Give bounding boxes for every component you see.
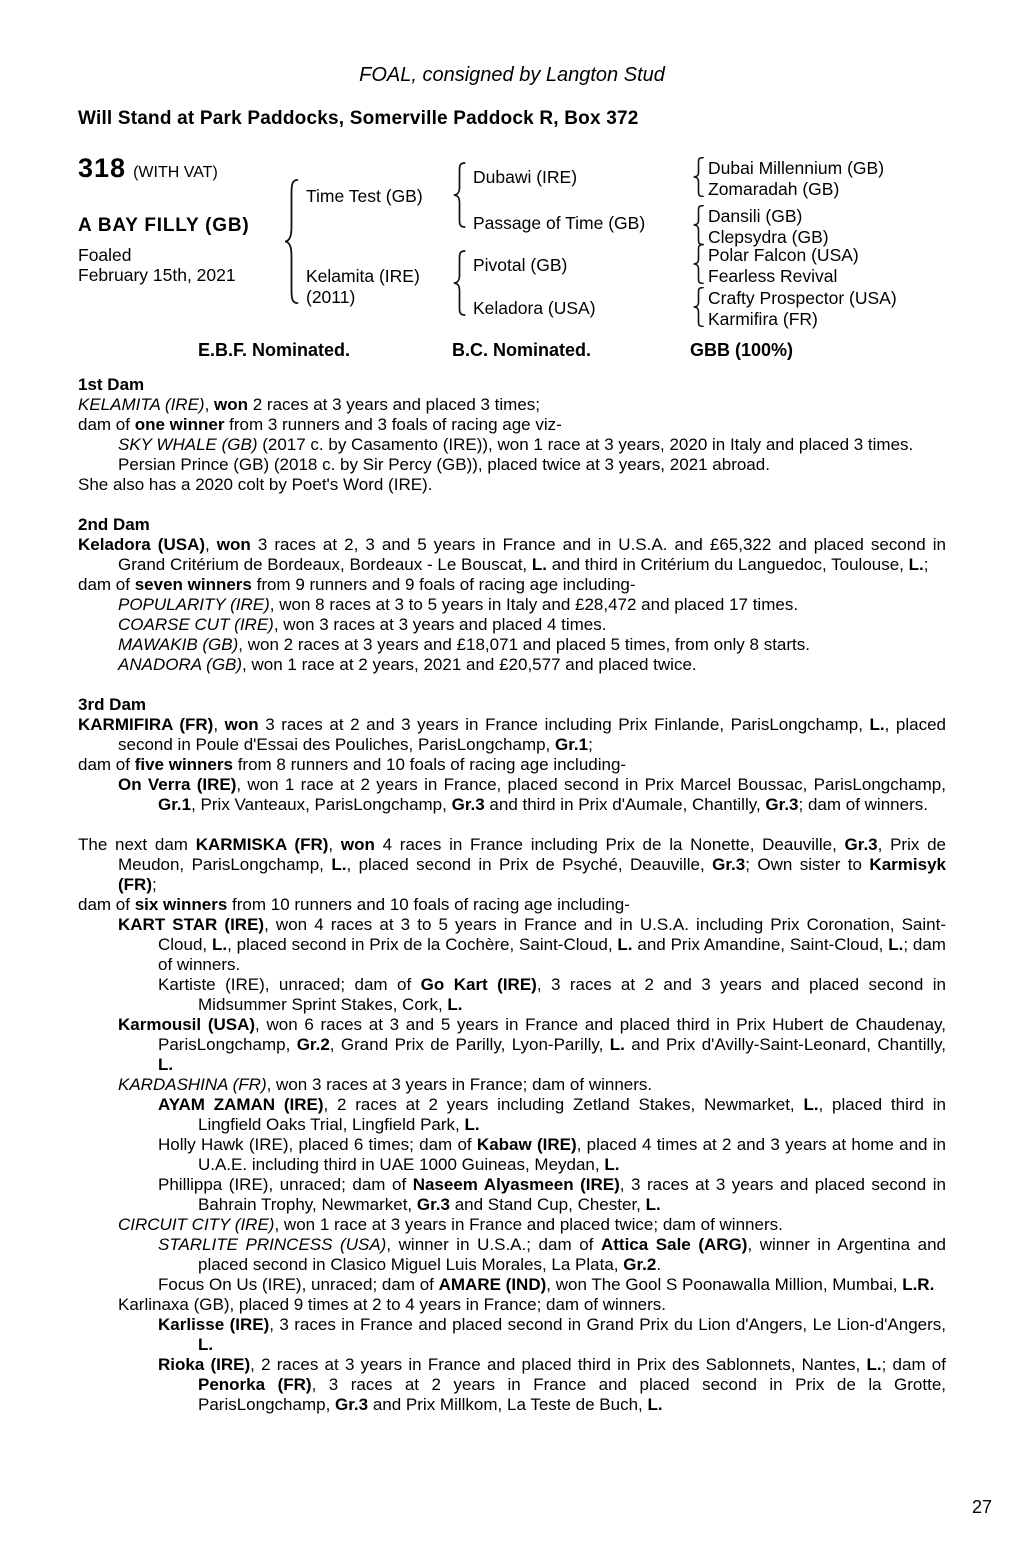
text-run: Holly Hawk (IRE), placed 6 times; dam of bbox=[158, 1135, 477, 1154]
text-run: , Prix de Meudon, ParisLongchamp, bbox=[118, 835, 947, 874]
text-run: L. bbox=[198, 1335, 214, 1354]
text-run: KELAMITA (IRE) bbox=[78, 395, 205, 414]
pedigree-paragraph bbox=[78, 755, 946, 775]
pedigree-paragraph bbox=[78, 595, 946, 615]
text-run: Gr.1 bbox=[555, 735, 589, 754]
text-run: dam of bbox=[78, 415, 135, 434]
text-run: , placed second in Prix de la Cochère, Saint-Cloud, bbox=[227, 935, 618, 954]
text-run: 3 races at 2, 3 and 5 years in France and in U.S.A. and £65,322 and placed second in Grand Critérium de Bordeaux, Bordeaux - Le Bouscat, bbox=[118, 535, 946, 574]
ggparent-name: Dubai Millennium (GB) bbox=[708, 158, 885, 178]
text-run: Gr.2 bbox=[296, 1035, 330, 1054]
text-run: L. bbox=[908, 555, 924, 574]
text-run: Karlinaxa (GB), placed 9 times at 2 to 4 years in France; dam of winners. bbox=[118, 1295, 667, 1314]
dam-section bbox=[78, 515, 946, 675]
text-run: , bbox=[328, 835, 341, 854]
text-run: five winners bbox=[134, 755, 233, 774]
text-run: won bbox=[340, 835, 375, 854]
text-run: , won 2 races at 3 years and £18,071 and placed 5 times, from only 8 starts. bbox=[238, 635, 810, 654]
text-run: L. bbox=[331, 855, 347, 874]
text-run: won bbox=[224, 715, 259, 734]
gen3-brace-icon bbox=[692, 205, 705, 245]
text-run: Karlisse (IRE) bbox=[158, 1315, 270, 1334]
text-run: and third in Critérium du Languedoc, Toulouse, bbox=[547, 555, 909, 574]
text-run: Gr.2 bbox=[623, 1255, 657, 1274]
text-run: , 3 races in France and placed second in Grand Prix du Lion d'Angers, Le Lion-d'Angers, bbox=[269, 1315, 947, 1334]
text-run: L. bbox=[803, 1095, 819, 1114]
dam-sire-name: Pivotal (GB) bbox=[473, 255, 568, 275]
text-run: and third in Prix d'Aumale, Chantilly, bbox=[484, 795, 766, 814]
gen3-pair bbox=[708, 206, 829, 248]
text-run: from 9 runners and 9 foals of racing age including- bbox=[251, 575, 636, 594]
text-run: won bbox=[216, 535, 251, 554]
text-run: , won 1 race at 2 years, 2021 and £20,577 and placed twice. bbox=[242, 655, 697, 674]
text-run: , won The Gool S Poonawalla Million, Mumbai, bbox=[546, 1275, 903, 1294]
pedigree-paragraph bbox=[78, 715, 946, 755]
text-run: Gr.3 bbox=[451, 795, 485, 814]
text-run: and Prix Millkom, La Teste de Buch, bbox=[368, 1395, 648, 1414]
text-run: Gr.1 bbox=[158, 795, 192, 814]
ggparent-name: Crafty Prospector (USA) bbox=[708, 288, 897, 308]
nominations-row bbox=[78, 340, 946, 362]
text-run: , Grand Prix de Parilly, Lyon-Parilly, bbox=[329, 1035, 610, 1054]
text-run: and Stand Cup, Chester, bbox=[449, 1195, 646, 1214]
stand-location-line: Will Stand at Park Paddocks, Somerville Paddock R, Box 372 bbox=[78, 108, 639, 129]
ebf-nomination: E.B.F. Nominated. bbox=[198, 340, 351, 360]
gbb-status: GBB (100%) bbox=[690, 340, 794, 360]
text-run: L. bbox=[464, 1115, 480, 1134]
text-run: from 8 runners and 10 foals of racing age including- bbox=[232, 755, 627, 774]
sire-name: Time Test (GB) bbox=[306, 186, 423, 206]
text-run: L. bbox=[531, 555, 547, 574]
pedigree-paragraph bbox=[78, 395, 946, 415]
text-run: L. bbox=[888, 935, 904, 954]
text-run: and Prix d'Avilly-Saint-Leonard, Chantilly, bbox=[624, 1035, 946, 1054]
text-run: ; bbox=[923, 555, 929, 574]
pedigree-paragraph bbox=[78, 1215, 946, 1235]
text-run: Gr.3 bbox=[844, 835, 878, 854]
text-run: , placed second in Prix de Psyché, Deauville, bbox=[346, 855, 713, 874]
text-run: Phillippa (IRE), unraced; dam of bbox=[158, 1175, 413, 1194]
text-run: Persian Prince (GB) (2018 c. by Sir Percy (GB)), placed twice at 3 years, 2021 abroad. bbox=[118, 455, 770, 474]
text-run: , won 1 race at 3 years in France and placed twice; dam of winners. bbox=[274, 1215, 783, 1234]
pedigree-paragraph bbox=[78, 1235, 946, 1275]
pedigree-paragraph bbox=[78, 455, 946, 475]
text-run: dam of bbox=[78, 895, 135, 914]
text-run: , winner in U.S.A.; dam of bbox=[386, 1235, 601, 1254]
pedigree-paragraph bbox=[78, 635, 946, 655]
pedigree-paragraph bbox=[78, 415, 946, 435]
text-run: , won 6 races at 3 and 5 years in France and placed third in Prix Hubert de Chaudenay, ParisLongchamp, bbox=[158, 1015, 946, 1054]
text-run: Kartiste (IRE), unraced; dam of bbox=[158, 975, 421, 994]
text-run: AMARE (IND) bbox=[438, 1275, 547, 1294]
text-run: L. bbox=[869, 715, 885, 734]
ggparent-name: Dansili (GB) bbox=[708, 206, 803, 226]
text-run: CIRCUIT CITY (IRE) bbox=[118, 1215, 275, 1234]
text-run: On Verra (IRE) bbox=[118, 775, 237, 794]
pedigree-paragraph bbox=[78, 435, 946, 455]
text-run: 3 races at 2 and 3 years in France including Prix Finlande, ParisLongchamp, bbox=[258, 715, 870, 734]
text-run: STARLITE PRINCESS (USA) bbox=[158, 1235, 387, 1254]
pedigree-paragraph bbox=[78, 655, 946, 675]
text-run: L. bbox=[647, 1395, 663, 1414]
foaled-label: Foaled bbox=[78, 245, 132, 265]
text-run: ; dam of winners. bbox=[158, 935, 946, 974]
lot-subject: A BAY FILLY (GB) bbox=[78, 215, 250, 236]
page-number: 27 bbox=[971, 1497, 992, 1517]
dam-section bbox=[78, 835, 946, 1415]
text-run: KART STAR (IRE) bbox=[118, 915, 265, 934]
pedigree-paragraph bbox=[78, 575, 946, 595]
ggparent-name: Karmifira (FR) bbox=[708, 309, 818, 329]
text-run: , placed 4 times at 2 and 3 years at home and in U.A.E. including third in UAE 1000 Guineas, Meydan, bbox=[198, 1135, 946, 1174]
text-run: KARDASHINA (FR) bbox=[118, 1075, 267, 1094]
dam-section bbox=[78, 695, 946, 815]
text-run: L. bbox=[866, 1355, 882, 1374]
text-run: The next dam bbox=[78, 835, 196, 854]
pedigree-paragraph bbox=[78, 1275, 946, 1295]
text-run: Gr.3 bbox=[765, 795, 799, 814]
text-run: L.R. bbox=[902, 1275, 935, 1294]
text-run: six winners bbox=[134, 895, 228, 914]
text-run: one winner bbox=[134, 415, 225, 434]
text-run: KARMIFIRA (FR) bbox=[78, 715, 214, 734]
text-run: Naseem Alyasmeen (IRE) bbox=[412, 1175, 620, 1194]
text-run: KARMISKA (FR) bbox=[195, 835, 329, 854]
text-run: L. bbox=[617, 935, 633, 954]
text-run: L. bbox=[645, 1195, 661, 1214]
text-run: ; Own sister to bbox=[745, 855, 870, 874]
text-run: SKY WHALE (GB) bbox=[118, 435, 258, 454]
gen3-brace-icon bbox=[692, 287, 705, 327]
catalog-text bbox=[78, 375, 946, 1415]
pedigree-paragraph bbox=[78, 535, 946, 575]
text-run: , Prix Vanteaux, ParisLongchamp, bbox=[191, 795, 452, 814]
text-run: , won 3 races at 3 years and placed 4 times. bbox=[273, 615, 607, 634]
text-run: Gr.3 bbox=[416, 1195, 450, 1214]
dam-section-heading: 2nd Dam bbox=[78, 515, 150, 534]
text-run: Karmisyk (FR) bbox=[118, 855, 946, 894]
text-run: She also has a 2020 colt by Poet's Word (IRE). bbox=[78, 475, 433, 494]
dam-dam-name: Keladora (USA) bbox=[473, 298, 596, 318]
text-run: , won 1 race at 2 years in France, placed second in Prix Marcel Boussac, ParisLongchamp, bbox=[236, 775, 946, 794]
text-run: AYAM ZAMAN (IRE) bbox=[158, 1095, 324, 1114]
text-run: L. bbox=[447, 995, 463, 1014]
text-run: ; bbox=[151, 875, 157, 894]
dam-parents-brace-icon bbox=[452, 250, 467, 316]
ggparent-name: Polar Falcon (USA) bbox=[708, 245, 859, 265]
text-run: , 3 races at 2 and 3 years and placed second in Midsummer Sprint Stakes, Cork, bbox=[198, 975, 946, 1014]
pedigree-paragraph bbox=[78, 1095, 946, 1135]
gen3-pair bbox=[708, 288, 897, 330]
text-run: , placed second in Poule d'Essai des Pouliches, ParisLongchamp, bbox=[118, 715, 947, 754]
pedigree-paragraph bbox=[78, 915, 946, 975]
text-run: 4 races in France including Prix de la Nonette, Deauville, bbox=[374, 835, 845, 854]
ggparent-name: Clepsydra (GB) bbox=[708, 227, 829, 247]
text-run: (2017 c. by Casamento (IRE)), won 1 race at 3 years, 2020 in Italy and placed 3 times. bbox=[257, 435, 914, 454]
text-run: , won 3 races at 3 years in France; dam of winners. bbox=[266, 1075, 653, 1094]
gen3-pair bbox=[708, 245, 859, 287]
pedigree-paragraph bbox=[78, 1135, 946, 1175]
text-run: COARSE CUT (IRE) bbox=[118, 615, 274, 634]
dam-section-heading: 3rd Dam bbox=[78, 695, 147, 714]
foaled-date: February 15th, 2021 bbox=[78, 265, 236, 285]
text-run: , 3 races at 3 years and placed second in Bahrain Trophy, Newmarket, bbox=[198, 1175, 946, 1214]
text-run: ; bbox=[588, 735, 593, 754]
text-run: L. bbox=[609, 1035, 625, 1054]
lot-number: 318 bbox=[78, 153, 127, 183]
pedigree-paragraph bbox=[78, 1295, 946, 1315]
text-run: dam of bbox=[78, 575, 135, 594]
text-run: Karmousil (USA) bbox=[118, 1015, 256, 1034]
pedigree-paragraph bbox=[78, 975, 946, 1015]
pedigree-chart bbox=[78, 153, 946, 336]
ggparent-name: Fearless Revival bbox=[708, 266, 838, 286]
gen3-brace-icon bbox=[692, 244, 705, 284]
pedigree-paragraph bbox=[78, 1075, 946, 1095]
pedigree-paragraph bbox=[78, 1355, 946, 1415]
dam-name: Kelamita (IRE) bbox=[306, 266, 420, 286]
text-run: , won 8 races at 3 to 5 years in Italy and £28,472 and placed 17 times. bbox=[269, 595, 799, 614]
text-run: L. bbox=[158, 1055, 174, 1074]
text-run: , 2 races at 2 years including Zetland Stakes, Newmarket, bbox=[323, 1095, 804, 1114]
text-run: L. bbox=[211, 935, 228, 954]
pedigree-paragraph bbox=[78, 1015, 946, 1075]
bc-nomination: B.C. Nominated. bbox=[452, 340, 592, 360]
gen3-brace-icon bbox=[692, 157, 705, 197]
text-run: dam of bbox=[78, 755, 135, 774]
text-run: L. bbox=[604, 1155, 620, 1174]
lot-number-row bbox=[78, 153, 218, 183]
text-run: Attica Sale (ARG) bbox=[600, 1235, 748, 1254]
text-run: , won 4 races at 3 to 5 years in France and in U.S.A. including Prix Coronation, Saint-Cloud, bbox=[158, 915, 946, 954]
sire-dam-name: Passage of Time (GB) bbox=[473, 213, 646, 233]
text-run: won bbox=[214, 395, 249, 414]
text-run: from 10 runners and 10 foals of racing age including- bbox=[227, 895, 630, 914]
pedigree-paragraph bbox=[78, 475, 946, 495]
generation1-brace-icon bbox=[283, 178, 300, 305]
text-run: ANADORA (GB) bbox=[118, 655, 243, 674]
pedigree-paragraph bbox=[78, 615, 946, 635]
consignment-title: FOAL, consigned by Langton Stud bbox=[359, 64, 665, 86]
pedigree-paragraph bbox=[78, 835, 946, 895]
text-run: from 3 runners and 3 foals of racing age viz- bbox=[224, 415, 562, 434]
text-run: , bbox=[204, 395, 215, 414]
pedigree-paragraph bbox=[78, 1175, 946, 1215]
text-run: Penorka (FR) bbox=[198, 1375, 312, 1394]
pedigree-paragraph bbox=[78, 1315, 946, 1355]
text-run: , 2 races at 3 years in France and placed third in Prix des Sablonnets, Nantes, bbox=[250, 1355, 867, 1374]
text-run: Gr.3 bbox=[712, 855, 746, 874]
text-run: Rioka (IRE) bbox=[158, 1355, 251, 1374]
text-run: , bbox=[213, 715, 225, 734]
text-run: , 3 races at 2 years in France and placed second in Prix de la Grotte, ParisLongchamp, bbox=[198, 1375, 947, 1414]
text-run: ; dam of winners. bbox=[798, 795, 928, 814]
text-run: . bbox=[656, 1255, 662, 1274]
text-run: , bbox=[205, 535, 217, 554]
text-run: Kabaw (IRE) bbox=[476, 1135, 577, 1154]
text-run: ; dam of bbox=[881, 1355, 946, 1374]
text-run: Go Kart (IRE) bbox=[420, 975, 537, 994]
text-run: , placed third in Lingfield Oaks Trial, Lingfield Park, bbox=[198, 1095, 946, 1134]
dam-section-heading: 1st Dam bbox=[78, 375, 145, 394]
text-run: MAWAKIB (GB) bbox=[118, 635, 239, 654]
dam-section bbox=[78, 375, 946, 495]
text-run: Keladora (USA) bbox=[78, 535, 206, 554]
text-run: Focus On Us (IRE), unraced; dam of bbox=[158, 1275, 439, 1294]
vat-note: (WITH VAT) bbox=[133, 164, 218, 181]
text-run: , winner in Argentina and placed second in Clasico Miguel Luis Morales, La Plata, bbox=[198, 1235, 946, 1274]
gen3-pair bbox=[708, 158, 884, 200]
pedigree-paragraph bbox=[78, 775, 946, 815]
pedigree-paragraph bbox=[78, 895, 946, 915]
ggparent-name: Zomaradah (GB) bbox=[708, 179, 840, 199]
text-run: Gr.3 bbox=[335, 1395, 369, 1414]
sire-parents-brace-icon bbox=[452, 162, 467, 228]
text-run: 2 races at 3 years and placed 3 times; bbox=[248, 395, 541, 414]
dam-year: (2011) bbox=[306, 287, 356, 307]
text-run: POPULARITY (IRE) bbox=[118, 595, 270, 614]
text-run: seven winners bbox=[134, 575, 252, 594]
text-run: and Prix Amandine, Saint-Cloud, bbox=[632, 935, 889, 954]
sire-sire-name: Dubawi (IRE) bbox=[473, 167, 578, 187]
